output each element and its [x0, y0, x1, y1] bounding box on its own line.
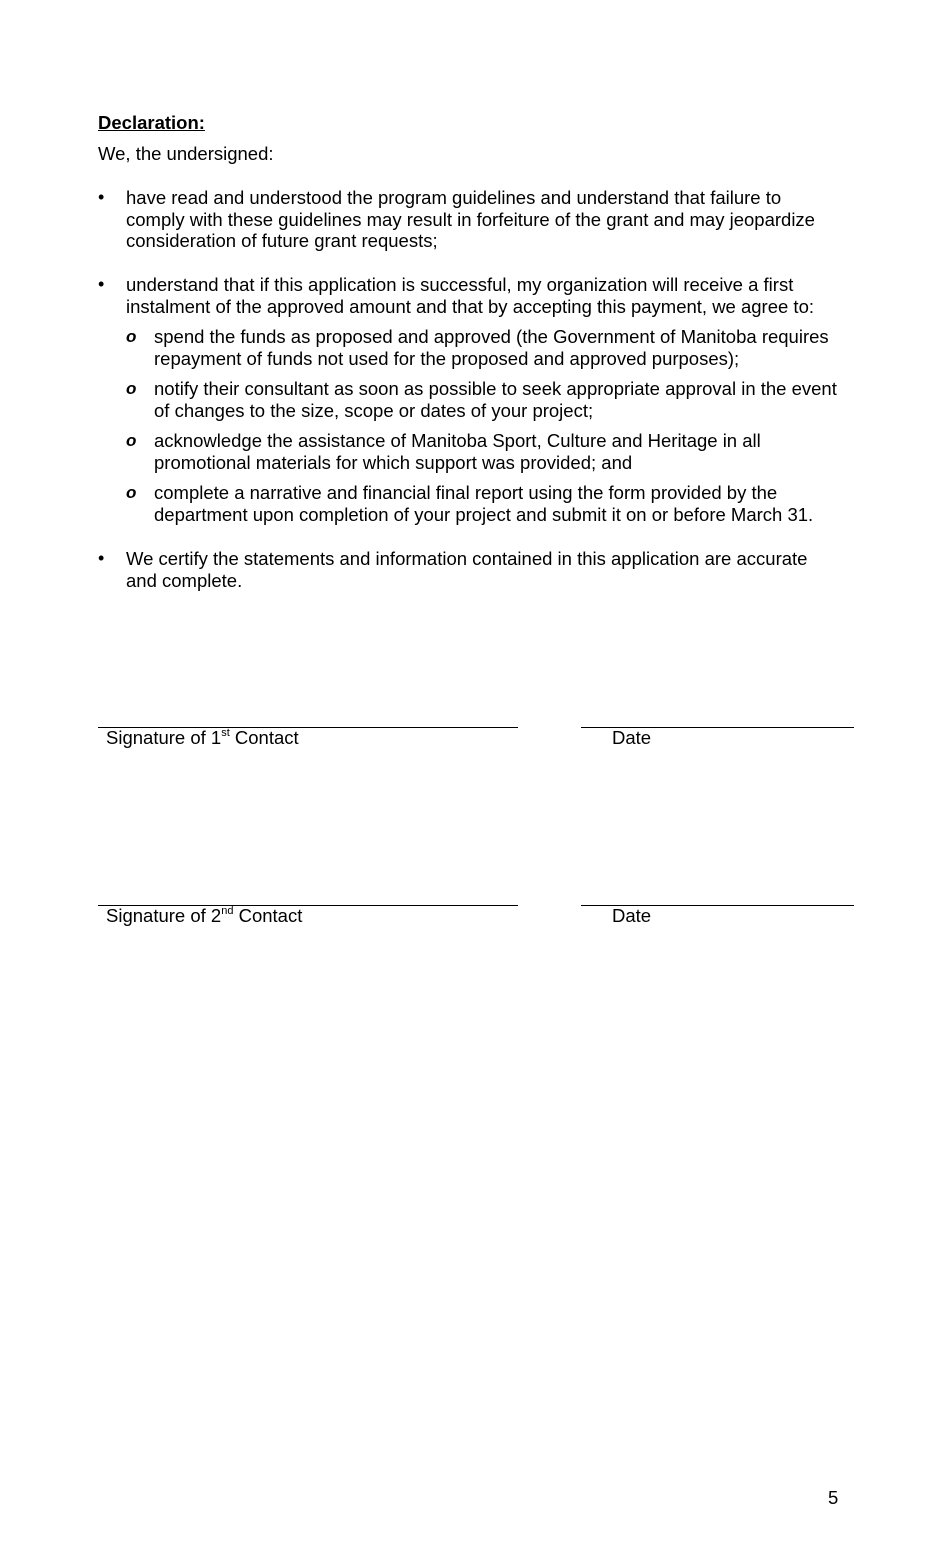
declaration-heading: Declaration:	[98, 112, 205, 133]
sub-item-text: complete a narrative and financial final report using the form provided by the department upon completion of your project and submit it on or before March 31.	[154, 482, 814, 525]
signature-label-text: Signature of 2	[106, 905, 222, 926]
bullet-marker: •	[98, 274, 105, 294]
bullet-item	[98, 548, 838, 591]
declaration-intro: We, the undersigned:	[98, 143, 274, 164]
signature-label-text: Contact	[229, 727, 299, 748]
sub-list-item	[126, 378, 846, 421]
ordinal-suffix: nd	[221, 904, 234, 917]
sub-list-item	[126, 326, 846, 369]
sub-item-text: acknowledge the assistance of Manitoba Sport, Culture and Heritage in all promotional materials for which support was provided; and	[154, 430, 761, 473]
bullet-text: have read and understood the program guidelines and understand that failure to comply with these guidelines may result in forfeiture of the grant and may jeopardize consideration of future grant requests;	[126, 187, 815, 251]
bullet-marker: •	[98, 187, 105, 207]
sub-item-text: spend the funds as proposed and approved (the Government of Manitoba requires repayment of funds not used for the proposed and approved purposes);	[154, 326, 829, 369]
date-label-2: Date	[612, 905, 652, 926]
bullet-text: We certify the statements and information contained in this application are accurate and complete.	[126, 548, 808, 591]
sub-bullet-marker: o	[126, 483, 137, 502]
bullet-item	[98, 187, 838, 252]
bullet-marker: •	[98, 548, 105, 568]
ordinal-suffix: st	[221, 726, 230, 739]
sub-bullet-marker: o	[126, 379, 137, 398]
sub-list-item	[126, 482, 846, 525]
sub-item-text: notify their consultant as soon as possible to seek appropriate approval in the event of changes to the size, scope or dates of your project;	[154, 378, 837, 421]
sub-bullet-marker: o	[126, 327, 137, 346]
sub-list-item	[126, 430, 846, 473]
bullet-item	[98, 274, 838, 317]
signature-label-1	[106, 727, 299, 749]
signature-label-2	[106, 905, 302, 927]
page-number: 5	[828, 1487, 839, 1508]
date-label-1: Date	[612, 727, 652, 748]
signature-label-text: Signature of 1	[106, 727, 222, 748]
bullet-text: understand that if this application is successful, my organization will receive a first instalment of the approved amount and that by accepting this payment, we agree to:	[126, 274, 815, 317]
signature-label-text: Contact	[233, 905, 303, 926]
sub-bullet-marker: o	[126, 431, 137, 450]
